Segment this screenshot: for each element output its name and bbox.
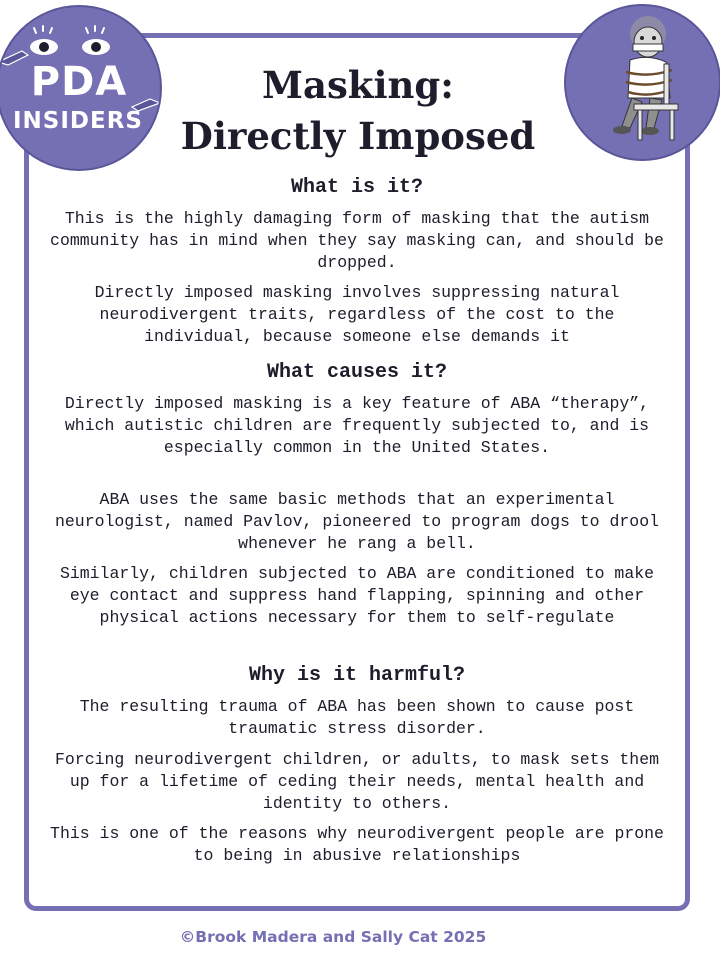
section-2-paragraph-3: Similarly, children subjected to ABA are conditioned to make eye contact and suppress hand flapping, spinning and other physical actions necessary for them to self-regulate xyxy=(59,564,655,627)
section-3-paragraph-1: The resulting trauma of ABA has been shown to cause post traumatic stress disorder. xyxy=(79,697,635,738)
section-heading-what-causes-it: What causes it? xyxy=(266,361,448,384)
section-3-paragraph-3: This is one of the reasons why neurodivergent people are prone to being in abusive relationships xyxy=(50,824,664,865)
section-1-paragraph-2: Directly imposed masking involves suppressing natural neurodivergent traits, regardless of the cost to the individual, because someone else demands it xyxy=(94,283,620,346)
section-2-paragraph-2: ABA uses the same basic methods that an experimental neurologist, named Pavlov, pioneered to program dogs to drool whenever he rang a bell. xyxy=(55,490,659,553)
bound-child-illustration xyxy=(564,4,720,161)
title-line-1: Masking: xyxy=(262,63,454,107)
logo-text-insiders: INSIDERS xyxy=(12,108,143,134)
child-tied-to-chair-icon xyxy=(566,6,719,159)
copyright-footer: ©Brook Madera and Sally Cat 2025 xyxy=(179,928,487,946)
section-3-paragraph-2: Forcing neurodivergent children, or adults, to mask sets them up for a lifetime of ceding their needs, mental health and identity to others. xyxy=(55,750,659,813)
section-heading-what-is-it: What is it? xyxy=(290,176,424,199)
section-2-paragraph-1: Directly imposed masking is a key feature of ABA “therapy”, which autistic children are frequently subjected to, and is especially common in the United States. xyxy=(64,394,650,457)
page-title xyxy=(150,60,566,162)
logo-text-pda: PDA xyxy=(30,59,128,105)
pda-insiders-logo xyxy=(0,5,162,171)
section-heading-why-is-it-harmful: Why is it harmful? xyxy=(248,664,466,687)
section-1-paragraph-1: This is the highly damaging form of masking that the autism community has in mind when they say masking can, and should be dropped. xyxy=(50,209,664,272)
title-line-2: Directly Imposed xyxy=(180,114,536,158)
